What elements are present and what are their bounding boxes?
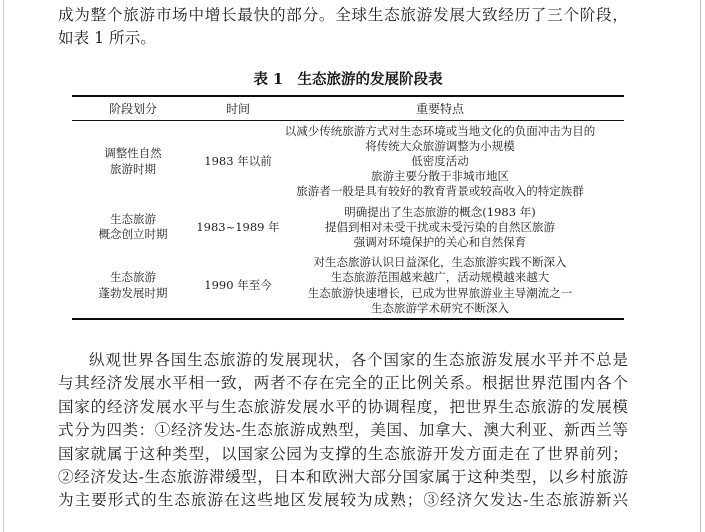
header-cell-time: 时间 <box>225 102 250 116</box>
stage-cell <box>72 146 194 176</box>
stage-line: 蓬勃发展时期 <box>98 285 168 300</box>
text-line: 如表 1 所示。 <box>58 29 156 48</box>
time-value: 1990 年至今 <box>204 277 272 292</box>
text-line: 式分为四类：①经济发达-生态旅游成熟型，美国、加拿大、澳大利亚、新西兰等 <box>58 421 628 440</box>
text-line: 国家就属于这种类型，以国家公园为支撑的生态旅游开发方面走在了世界前列； <box>58 444 628 463</box>
time-value: 1983 年以前 <box>204 153 272 168</box>
header-cell-stage: 阶段划分 <box>108 102 157 116</box>
feature-line: 以减少传统旅游方式对生态环境或当地文化的负面冲击为目的 <box>284 123 596 138</box>
stage-cell <box>72 270 194 300</box>
feature-line: 低密度活动 <box>411 153 469 168</box>
text-line: 成为整个旅游市场中增长最快的部分。全球生态旅游发展大致经历了三个阶段， <box>58 6 628 24</box>
time-cell <box>194 278 282 293</box>
page-right-border <box>700 0 701 532</box>
paragraph-bottom <box>58 349 628 513</box>
feature-line: 旅游主要分散于非城市地区 <box>371 169 509 184</box>
time-cell <box>194 220 282 235</box>
feature-line: 强调对环境保护的关心和自然保育 <box>353 234 527 249</box>
time-cell <box>194 154 282 169</box>
features-cell <box>282 124 624 200</box>
text-line: 为主要形式的生态旅游在这些地区发展较为成熟；③经济欠发达-生态旅游新兴 <box>58 491 628 510</box>
features-cell <box>282 255 624 316</box>
feature-line: 提倡到相对未受干扰或未受污染的自然区旅游 <box>325 219 555 234</box>
features-cell <box>282 205 624 251</box>
feature-line: 生态旅游范围越来越广，活动规模越来越大 <box>330 270 550 285</box>
feature-line: 生态旅游学术研究不断深入 <box>371 300 509 315</box>
table-header-row <box>72 97 624 121</box>
stage-line: 生态旅游 <box>110 212 156 227</box>
paragraph-top <box>58 4 628 51</box>
table-row <box>72 202 624 253</box>
stage-line: 旅游时期 <box>110 161 156 176</box>
text-line: 纵观世界各国生态旅游的发展现状，各个国家的生态旅游发展水平并不总是 <box>89 351 628 369</box>
feature-line: 旅游者一般是具有较好的教育背景或较高收入的特定族群 <box>296 184 584 199</box>
page-left-border <box>3 0 4 532</box>
table-row <box>72 253 624 319</box>
ecotourism-stages-table <box>72 95 624 320</box>
table-row <box>72 121 624 202</box>
time-value: 1983~1989 年 <box>196 219 280 234</box>
header-cell-features: 重要特点 <box>415 102 464 116</box>
stage-cell <box>72 212 194 242</box>
text-line: 国家的经济发展水平与生态旅游发展水平的协调程度，把世界生态旅游的发展模 <box>58 397 628 416</box>
stage-line: 概念创立时期 <box>98 227 168 242</box>
feature-line: 对生态旅游认识日益深化，生态旅游实践不断深入 <box>313 255 567 270</box>
table-caption: 表 1 生态旅游的发展阶段表 <box>253 71 443 88</box>
feature-line: 明确提出了生态旅游的概念(1983 年) <box>344 204 536 219</box>
feature-line: 生态旅游快速增长，已成为世界旅游业主导潮流之一 <box>307 285 573 300</box>
stage-line: 生态旅游 <box>110 270 156 285</box>
text-line: 与其经济发展水平相一致，两者不存在完全的正比例关系。根据世界范围内各个 <box>58 374 628 393</box>
stage-line: 调整性自然 <box>104 146 162 161</box>
feature-line: 将传统大众旅游调整为小规模 <box>365 138 515 153</box>
text-line: ②经济发达-生态旅游滞缓型，日本和欧洲大部分国家属于这种类型，以乡村旅游 <box>58 467 628 486</box>
